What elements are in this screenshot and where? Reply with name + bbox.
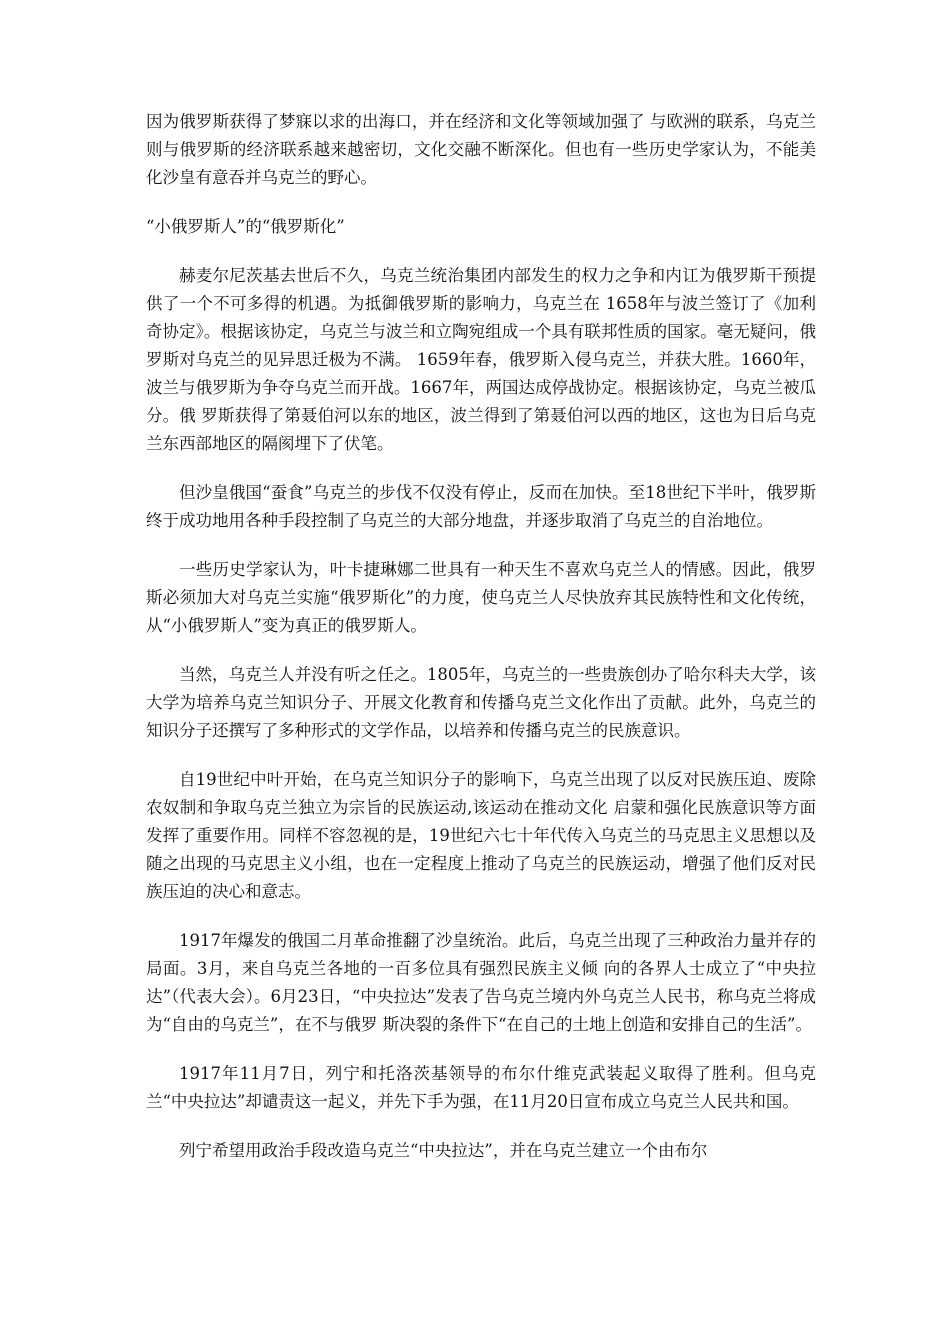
paragraph: 赫麦尔尼茨基去世后不久，乌克兰统治集团内部发生的权力之争和内讧为俄罗斯干预提供了一个不可多得的机遇。为抵御俄罗斯的影响力，乌克兰在 1658年与波兰签订了《加利奇协定》。根据该协定，乌克兰与波兰和立陶宛组成一个具有联邦性质的国家。毫无疑问，俄罗斯对乌克兰的见异思迁极为不满。 1659年春，俄罗斯入侵乌克兰，并获大胜。1660年，波兰与俄罗斯为争夺乌克兰而开战。1667年，两国达成停战协定。根据该协定，乌克兰被瓜分。俄 罗斯获得了第聂伯河以东的地区，波兰得到了第聂伯河以西的地区，这也为日后乌克兰东西部地区的隔阂埋下了伏笔。 xyxy=(146,266,816,453)
paragraph: 1917年爆发的俄国二月革命推翻了沙皇统治。此后，乌克兰出现了三种政治力量并存的局面。3月，来自乌克兰各地的一百多位具有强烈民族主义倾 向的各界人士成立了“中央拉达”（代表大会）。6月23日，“中央拉达”发表了告乌克兰境内外乌克兰人民书，称乌克兰将成为“自由的乌克兰”，在不与俄罗 斯决裂的条件下“在自己的土地上创造和安排自己的生活”。 xyxy=(146,931,816,1034)
section-heading: “小俄罗斯人”的“俄罗斯化” xyxy=(146,217,345,236)
paragraph: 一些历史学家认为，叶卡捷琳娜二世具有一种天生不喜欢乌克兰人的情感。因此，俄罗斯必须加大对乌克兰实施“俄罗斯化”的力度，使乌克兰人尽快放弃其民族特性和文化传统，从“小俄罗斯人”变为真正的俄罗斯人。 xyxy=(146,560,816,635)
paragraph: 列宁希望用政治手段改造乌克兰“中央拉达”，并在乌克兰建立一个由布尔 xyxy=(179,1141,708,1160)
paragraph: 自19世纪中叶开始，在乌克兰知识分子的影响下，乌克兰出现了以反对民族压迫、废除农奴制和争取乌克兰独立为宗旨的民族运动,该运动在推动文化 启蒙和强化民族意识等方面发挥了重要作用。同样不容忽视的是，19世纪六七十年代传入乌克兰的马克思主义思想以及随之出现的马克思主义小组，也在一定程度上推动了乌克兰的民族运动，增强了他们反对民族压迫的决心和意志。 xyxy=(146,770,816,901)
paragraph: 因为俄罗斯获得了梦寐以求的出海口，并在经济和文化等领域加强了 与欧洲的联系，乌克兰则与俄罗斯的经济联系越来越密切，文化交融不断深化。但也有一些历史学家认为，不能美化沙皇有意吞并乌克兰的野心。 xyxy=(146,112,816,187)
paragraph: 当然，乌克兰人并没有听之任之。1805年，乌克兰的一些贵族创办了哈尔科夫大学，该大学为培养乌克兰知识分子、开展文化教育和传播乌克兰文化作出了贡献。此外，乌克兰的知识分子还撰写了多种形式的文学作品，以培养和传播乌克兰的民族意识。 xyxy=(146,665,816,740)
document-body xyxy=(146,108,816,1186)
paragraph: 1917年11月7日，列宁和托洛茨基领导的布尔什维克武装起义取得了胜利。但乌克兰“中央拉达”却谴责这一起义，并先下手为强，在11月20日宣布成立乌克兰人民共和国。 xyxy=(146,1064,816,1111)
paragraph: 但沙皇俄国“蚕食”乌克兰的步伐不仅没有停止，反而在加快。至18世纪下半叶，俄罗斯终于成功地用各种手段控制了乌克兰的大部分地盘，并逐步取消了乌克兰的自治地位。 xyxy=(146,483,816,530)
